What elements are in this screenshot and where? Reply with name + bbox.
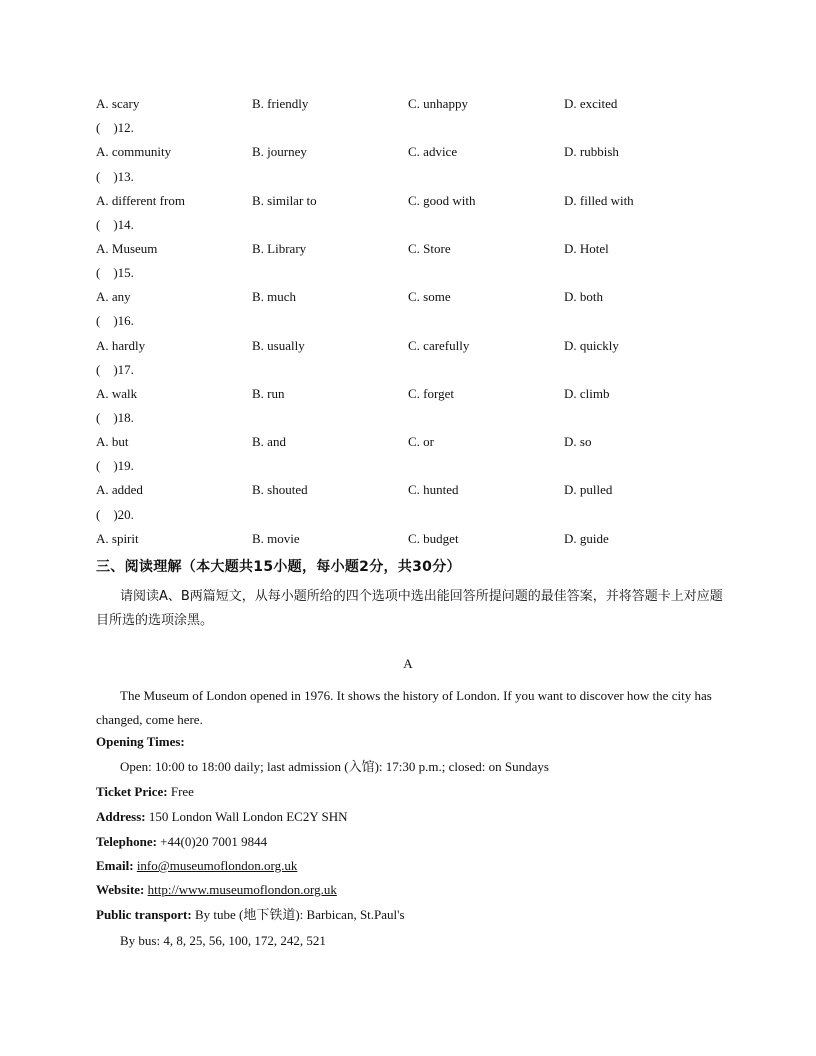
option-b: B. similar to <box>252 193 317 208</box>
option-c: C. advice <box>408 144 458 159</box>
options-row <box>96 481 736 499</box>
option-c: C. Store <box>408 241 451 256</box>
option-b: B. usually <box>252 338 305 353</box>
option-c: C. or <box>408 434 434 449</box>
options-row <box>96 143 736 161</box>
question-number: ( )15. <box>96 265 134 280</box>
option-d: D. both <box>564 289 603 304</box>
question-number: ( )16. <box>96 313 134 328</box>
ticket-price-label: Ticket Price: <box>96 784 168 799</box>
email-label: Email: <box>96 858 134 873</box>
opening-times-value: Open: 10:00 to 18:00 daily; last admission (入馆): 17:30 p.m.; closed: on Sundays <box>120 759 549 774</box>
ticket-price <box>96 782 194 802</box>
ticket-price-value: Free <box>167 784 194 799</box>
address-label: Address: <box>96 809 146 824</box>
option-c: C. forget <box>408 386 454 401</box>
telephone <box>96 832 267 852</box>
option-b: B. shouted <box>252 482 308 497</box>
option-a: A. different from <box>96 193 185 208</box>
option-c: C. carefully <box>408 338 470 353</box>
option-a: A. added <box>96 482 143 497</box>
option-a: A. any <box>96 289 131 304</box>
telephone-label: Telephone: <box>96 834 157 849</box>
question-number: ( )14. <box>96 217 134 232</box>
address <box>96 807 348 827</box>
question-number: ( )19. <box>96 458 134 473</box>
website-label: Website: <box>96 882 145 897</box>
option-a: A. but <box>96 434 129 449</box>
option-d: D. pulled <box>564 482 613 497</box>
tube-info: By tube (地下铁道): Barbican, St.Paul's <box>191 907 405 922</box>
opening-times-label <box>96 732 185 752</box>
public-transport-label: Public transport: <box>96 907 192 922</box>
option-a: A. spirit <box>96 531 139 546</box>
option-d: D. climb <box>564 386 610 401</box>
options-row <box>96 192 736 210</box>
option-a: A. scary <box>96 96 140 111</box>
options-row <box>96 95 736 113</box>
section-title: 三、阅读理解（本大题共15小题，每小题2分，共30分） <box>96 559 461 575</box>
option-c: C. hunted <box>408 482 459 497</box>
passage-letter: A <box>403 656 413 671</box>
option-d: D. Hotel <box>564 241 609 256</box>
option-d: D. rubbish <box>564 144 619 159</box>
option-d: D. filled with <box>564 193 634 208</box>
bus-info: By bus: 4, 8, 25, 56, 100, 172, 242, 521 <box>120 933 326 948</box>
public-transport <box>96 905 405 925</box>
option-b: B. Library <box>252 241 307 256</box>
options-row <box>96 530 736 548</box>
email <box>96 856 297 876</box>
question-number: ( )18. <box>96 410 134 425</box>
option-a: A. walk <box>96 386 138 401</box>
opening-times-heading: Opening Times: <box>96 734 185 749</box>
website-link[interactable]: http://www.museumoflondon.org.uk <box>147 882 337 897</box>
option-b: B. movie <box>252 531 300 546</box>
option-c: C. unhappy <box>408 96 468 111</box>
option-a: A. Museum <box>96 241 158 256</box>
option-b: B. friendly <box>252 96 309 111</box>
option-c: C. some <box>408 289 451 304</box>
question-number: ( )17. <box>96 362 134 377</box>
option-d: D. guide <box>564 531 609 546</box>
email-link[interactable]: info@museumoflondon.org.uk <box>136 858 298 873</box>
options-row <box>96 385 736 403</box>
option-c: C. good with <box>408 193 476 208</box>
option-d: D. excited <box>564 96 618 111</box>
option-b: B. much <box>252 289 297 304</box>
option-b: B. run <box>252 386 285 401</box>
options-row <box>96 240 736 258</box>
option-a: A. community <box>96 144 172 159</box>
options-row <box>96 433 736 451</box>
option-c: C. budget <box>408 531 459 546</box>
section-instruction: 请阅读A、B两篇短文，从每小题所给的四个选项中选出能回答所提问题的最佳答案，并将答题卡上对应题目所选的选项涂黑。 <box>96 589 723 628</box>
telephone-value: +44(0)20 7001 9844 <box>156 834 268 849</box>
question-number: ( )12. <box>96 120 134 135</box>
question-number: ( )20. <box>96 507 134 522</box>
website <box>96 880 337 900</box>
options-row <box>96 288 736 306</box>
question-number: ( )13. <box>96 169 134 184</box>
address-value: 150 London Wall London EC2Y SHN <box>145 809 348 824</box>
option-b: B. journey <box>252 144 307 159</box>
option-b: B. and <box>252 434 286 449</box>
option-a: A. hardly <box>96 338 146 353</box>
option-d: D. quickly <box>564 338 619 353</box>
options-row <box>96 337 736 355</box>
option-d: D. so <box>564 434 592 449</box>
passage-intro: The Museum of London opened in 1976. It shows the history of London. If you want to discover how the city has changed, come here. <box>96 688 712 727</box>
